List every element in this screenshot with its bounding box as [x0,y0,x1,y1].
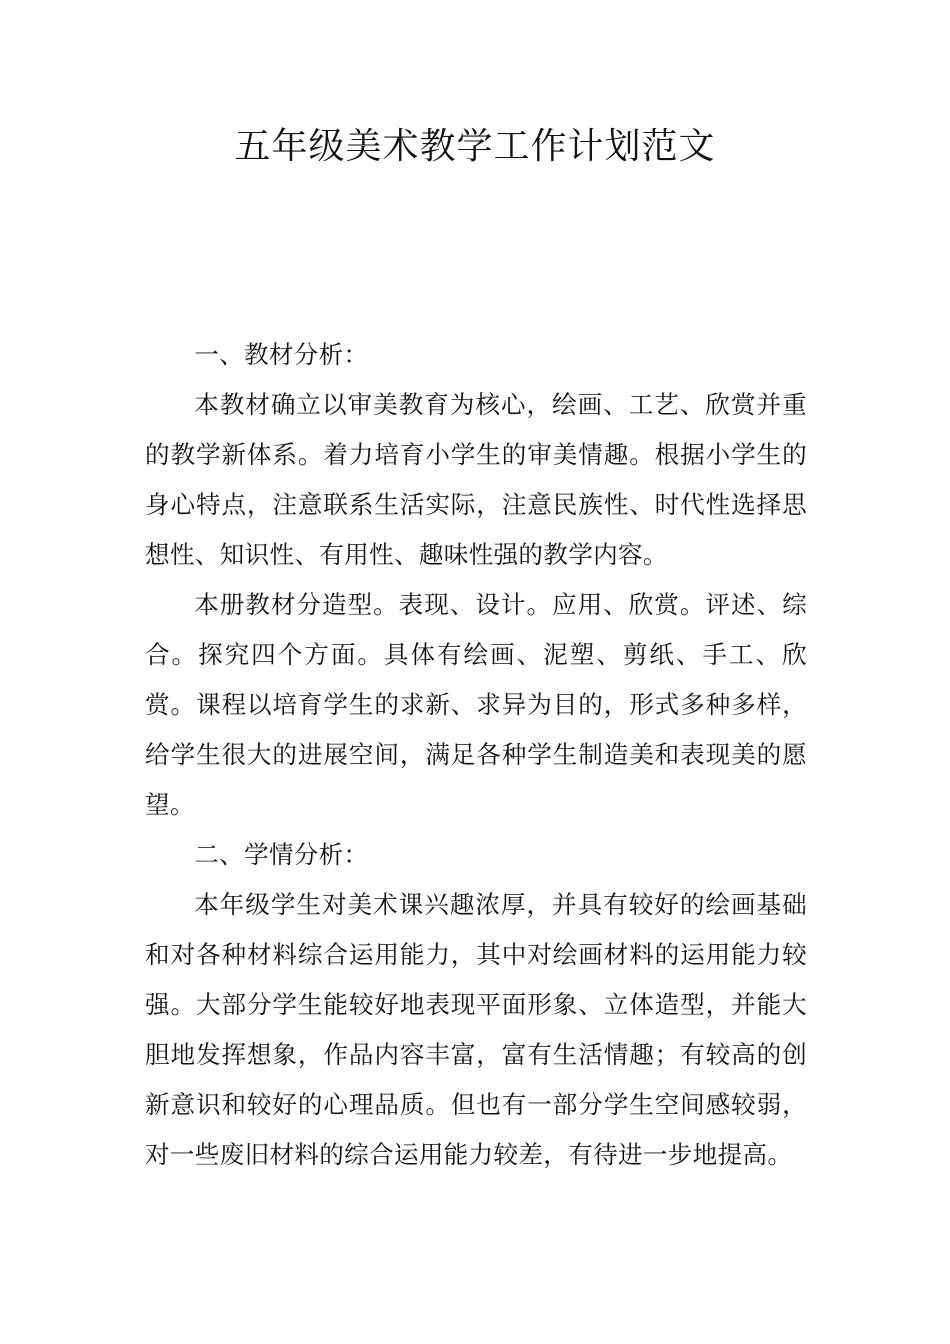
document-body [145,330,807,1180]
body-paragraph: 本教材确立以审美教育为核心，绘画、工艺、欣赏并重的教学新体系。着力培育小学生的审美情趣。根据小学生的身心特点，注意联系生活实际，注意民族性、时代性选择思想性、知识性、有用性、趣味性强的教学内容。 [145,390,807,569]
document-title: 五年级美术教学工作计划范文 [234,126,716,167]
section-heading: 二、学情分析： [194,840,369,869]
body-paragraph: 本册教材分造型。表现、设计。应用、欣赏。评述、综合。探究四个方面。具体有绘画、泥塑、剪纸、手工、欣赏。课程以培育学生的求新、求异为目的，形式多种多样，给学生很大的进展空间，满足各种学生制造美和表现美的愿望。 [145,590,807,819]
section-textbook-analysis [145,330,807,830]
section-heading: 一、教材分析： [194,340,369,369]
body-paragraph: 本年级学生对美术课兴趣浓厚，并具有较好的绘画基础和对各种材料综合运用能力，其中对绘画材料的运用能力较强。大部分学生能较好地表现平面形象、立体造型，并能大胆地发挥想象，作品内容丰富，富有生活情趣；有较高的创新意识和较好的心理品质。但也有一部分学生空间感较弱，对一些废旧材料的综合运用能力较差，有待进一步地提高。 [145,890,807,1169]
section-student-analysis [145,830,807,1180]
